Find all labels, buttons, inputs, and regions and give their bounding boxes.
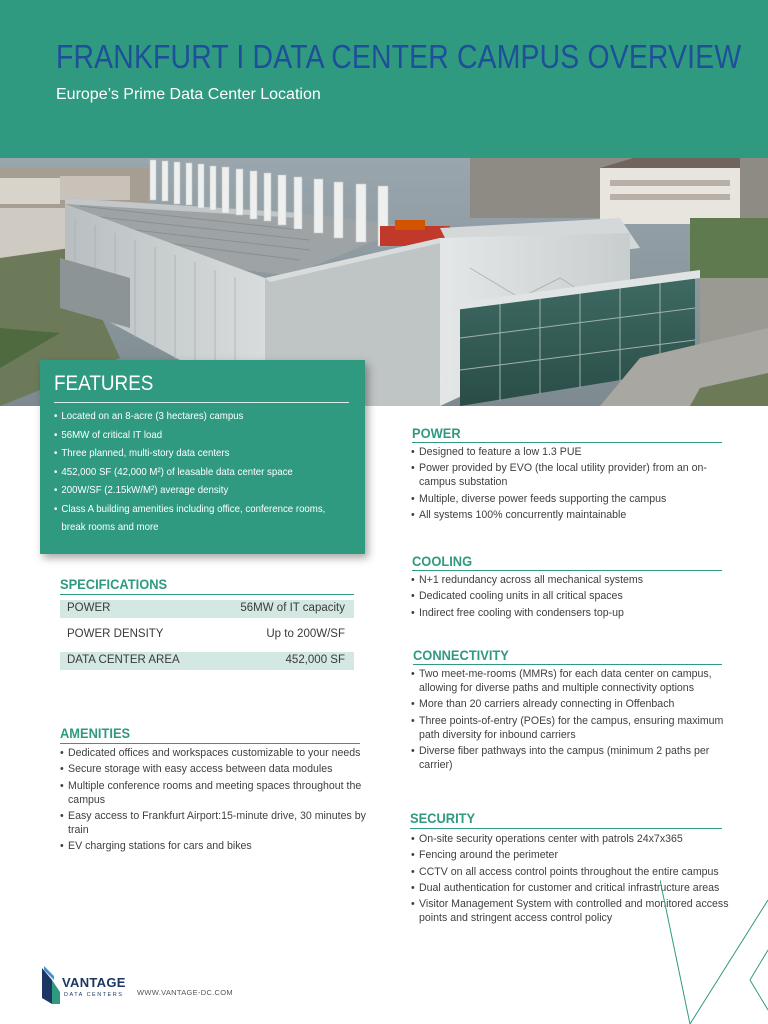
- feature-item: • Class A building amenities including office, conference rooms, break rooms and more: [54, 500, 347, 537]
- spec-label: POWER: [67, 602, 111, 614]
- power-item: • All systems 100% concurrently maintainable: [411, 508, 731, 522]
- page-subtitle: Europe’s Prime Data Center Location: [56, 86, 321, 103]
- spec-row-data-center-area: [60, 652, 354, 670]
- amenity-item: • Dedicated offices and workspaces customizable to your needs: [60, 746, 375, 760]
- power-item: • Power provided by EVO (the local utility provider) from an on-campus substation: [411, 461, 731, 489]
- vantage-logo: [40, 964, 140, 1004]
- security-item: • CCTV on all access control points throughout the entire campus: [411, 865, 736, 879]
- spec-row-power-density: [60, 626, 354, 644]
- features-list: [54, 407, 349, 537]
- power-item: • Designed to feature a low 1.3 PUE: [411, 445, 731, 459]
- security-item: • Visitor Management System with controlled and monitored access points and stringent access control policy: [411, 897, 736, 925]
- vantage-logo-icon: [40, 964, 62, 1004]
- amenity-item: • Secure storage with easy access between data modules: [60, 762, 375, 776]
- amenity-item: • Multiple conference rooms and meeting spaces throughout the campus: [60, 779, 375, 807]
- header-banner: [0, 0, 768, 158]
- cooling-divider: [412, 570, 722, 571]
- logo-wordmark: VANTAGE: [62, 975, 126, 990]
- specifications-divider: [60, 594, 354, 595]
- amenity-item: • Easy access to Frankfurt Airport:15-minute drive, 30 minutes by train: [60, 809, 375, 837]
- specifications-heading: SPECIFICATIONS: [60, 576, 168, 592]
- feature-item: • 452,000 SF (42,000 M²) of leasable data center space: [54, 463, 347, 482]
- connectivity-list: [411, 667, 736, 774]
- amenities-heading: AMENITIES: [60, 725, 131, 741]
- connectivity-heading: CONNECTIVITY: [413, 647, 509, 663]
- connectivity-item: • Three points-of-entry (POEs) for the campus, ensuring maximum path diversity for inbound carriers: [411, 714, 736, 742]
- power-heading: POWER: [412, 425, 461, 441]
- connectivity-item: • More than 20 carriers already connecting in Offenbach: [411, 697, 736, 711]
- decorative-lines: [660, 880, 768, 1024]
- logo-subtitle: DATA CENTERS: [64, 992, 124, 998]
- spec-label: POWER DENSITY: [67, 628, 164, 640]
- security-divider: [410, 828, 722, 829]
- spec-row-power: [60, 600, 354, 618]
- features-divider: [54, 402, 349, 403]
- security-item: • Fencing around the perimeter: [411, 848, 736, 862]
- feature-item: • 56MW of critical IT load: [54, 426, 347, 445]
- amenities-list: [60, 746, 375, 855]
- cooling-item: • Dedicated cooling units in all critical spaces: [411, 589, 731, 603]
- cooling-list: [411, 573, 731, 622]
- power-divider: [412, 442, 722, 443]
- security-item: • On-site security operations center with patrols 24x7x365: [411, 832, 736, 846]
- features-heading: FEATURES: [54, 372, 154, 395]
- website-link[interactable]: WWW.VANTAGE-DC.COM: [137, 988, 233, 997]
- spec-value: Up to 200W/SF: [266, 628, 345, 640]
- cooling-heading: COOLING: [412, 553, 473, 569]
- amenities-divider: [60, 743, 360, 744]
- spec-value: 452,000 SF: [285, 654, 345, 666]
- spec-label: DATA CENTER AREA: [67, 654, 180, 666]
- features-panel: [40, 360, 365, 554]
- security-item: • Dual authentication for customer and critical infrastructure areas: [411, 881, 736, 895]
- connectivity-item: • Two meet-me-rooms (MMRs) for each data center on campus, allowing for diverse paths and multiple connectivity options: [411, 667, 736, 695]
- security-heading: SECURITY: [410, 810, 476, 826]
- feature-item: • Three planned, multi-story data centers: [54, 444, 347, 463]
- cooling-item: • N+1 redundancy across all mechanical systems: [411, 573, 731, 587]
- page-title: FRANKFURT I DATA CENTER CAMPUS OVERVIEW: [56, 38, 742, 75]
- feature-item: • Located on an 8-acre (3 hectares) campus: [54, 407, 347, 426]
- cooling-item: • Indirect free cooling with condensers top-up: [411, 606, 731, 620]
- connectivity-item: • Diverse fiber pathways into the campus (minimum 2 paths per carrier): [411, 744, 736, 772]
- spec-value: 56MW of IT capacity: [240, 602, 345, 614]
- feature-item: • 200W/SF (2.15kW/M²) average density: [54, 481, 347, 500]
- power-item: • Multiple, diverse power feeds supporting the campus: [411, 492, 731, 506]
- connectivity-divider: [413, 664, 722, 665]
- amenity-item: • EV charging stations for cars and bikes: [60, 839, 375, 853]
- power-list: [411, 445, 731, 524]
